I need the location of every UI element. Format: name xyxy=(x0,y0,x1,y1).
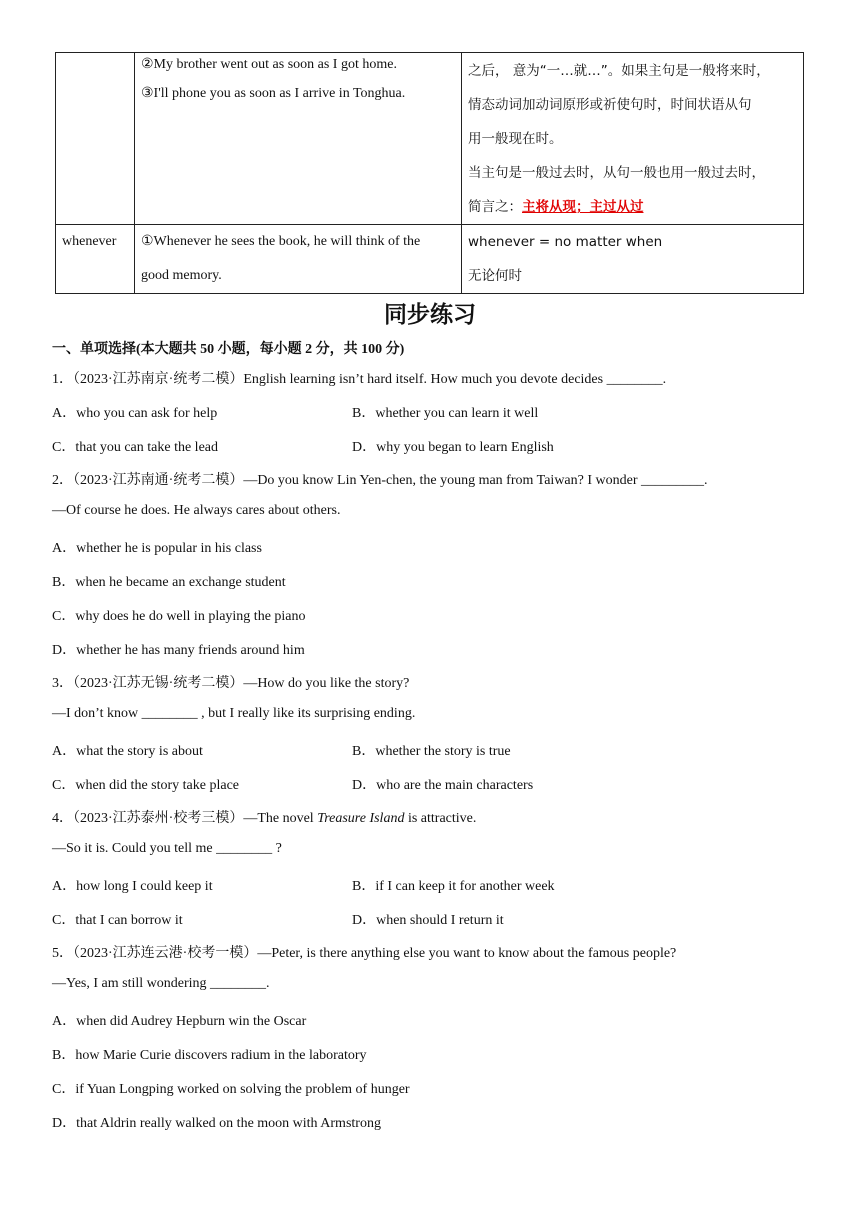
option-a: A．how long I could keep it xyxy=(52,879,213,894)
option-d: D．who are the main characters xyxy=(352,778,534,793)
option-d: D．whether he has many friends around him xyxy=(52,643,305,658)
option-d: D．why you began to learn English xyxy=(352,440,554,455)
question-stem: 1．（2023·江苏南京·统考二模）English learning isn’t hard itself. How much you devote decides ________. xyxy=(52,372,667,387)
question-stem: 3．（2023·江苏无锡·统考二模）—How do you like the story? xyxy=(52,676,410,691)
note-line: whenever = no matter when xyxy=(468,234,663,250)
summary-rule: 主将从现；主过从过 xyxy=(522,199,644,215)
example-sentence: good memory. xyxy=(141,268,222,283)
example-sentence: ②My brother went out as soon as I got home. xyxy=(141,57,397,72)
grammar-table xyxy=(55,52,804,294)
summary-prefix: 简言之： xyxy=(468,199,522,215)
stem-text: is attractive. xyxy=(404,811,477,826)
note-line: 当主句是一般过去时，从句一般也用一般过去时， xyxy=(468,165,765,181)
option-a: A．whether he is popular in his class xyxy=(52,541,262,556)
option-c: C．why does he do well in playing the piano xyxy=(52,609,306,624)
table-row xyxy=(56,225,804,294)
option-c: C．when did the story take place xyxy=(52,778,240,793)
option-b: B．when he became an exchange student xyxy=(52,575,286,590)
book-title: Treasure Island xyxy=(317,811,405,826)
question-stem: 2．（2023·江苏南通·统考二模）—Do you know Lin Yen-chen, the young man from Taiwan? I wonder _________. xyxy=(52,473,708,488)
table-row xyxy=(56,53,804,225)
question-reply: —Yes, I am still wondering ________. xyxy=(52,976,270,991)
option-d: D．that Aldrin really walked on the moon with Armstrong xyxy=(52,1116,381,1131)
question-reply: —So it is. Could you tell me ________ ? xyxy=(52,841,282,856)
note-line: 之后， 意为“一…就…”。如果主句是一般将来时， xyxy=(468,63,770,79)
note-line: 情态动词加动词原形或祈使句时，时间状语从句 xyxy=(468,97,752,113)
table-cell-examples xyxy=(135,225,462,294)
option-a: A．what the story is about xyxy=(52,744,203,759)
example-sentence: ①Whenever he sees the book, he will think of the xyxy=(141,234,421,249)
note-line: 用一般现在时。 xyxy=(468,131,563,147)
question-stem: 5．（2023·江苏连云港·校考一模）—Peter, is there anything else you want to know about the famous people? xyxy=(52,946,677,961)
section-heading: 一、单项选择(本大题共 50 小题，每小题 2 分，共 100 分) xyxy=(52,342,405,357)
table-cell-examples xyxy=(135,53,462,225)
page-title: 同步练习 xyxy=(384,302,476,328)
option-c: C．if Yuan Longping worked on solving the problem of hunger xyxy=(52,1082,410,1097)
option-b: B．whether the story is true xyxy=(352,744,511,759)
option-b: B．if I can keep it for another week xyxy=(352,879,555,894)
table-cell-word xyxy=(56,53,135,225)
table-cell-notes xyxy=(462,225,804,294)
question-stem xyxy=(52,807,476,827)
option-c: C．that you can take the lead xyxy=(52,440,218,455)
note-line: 无论何时 xyxy=(468,268,522,284)
option-d: D．when should I return it xyxy=(352,913,504,928)
option-b: B．whether you can learn it well xyxy=(352,406,539,421)
table-cell-notes xyxy=(462,53,804,225)
option-a: A．who you can ask for help xyxy=(52,406,218,421)
option-b: B．how Marie Curie discovers radium in the laboratory xyxy=(52,1048,367,1063)
table-cell-word xyxy=(56,225,135,294)
question-reply: —I don’t know ________ , but I really like its surprising ending. xyxy=(52,706,416,721)
option-a: A．when did Audrey Hepburn win the Oscar xyxy=(52,1014,307,1029)
example-sentence: ③I'll phone you as soon as I arrive in Tonghua. xyxy=(141,86,406,101)
summary-line xyxy=(468,190,797,224)
keyword: whenever xyxy=(62,234,117,249)
question-reply: —Of course he does. He always cares about others. xyxy=(52,503,341,518)
option-c: C．that I can borrow it xyxy=(52,913,183,928)
stem-text: 4．（2023·江苏泰州·校考三模）—The novel xyxy=(52,811,318,826)
